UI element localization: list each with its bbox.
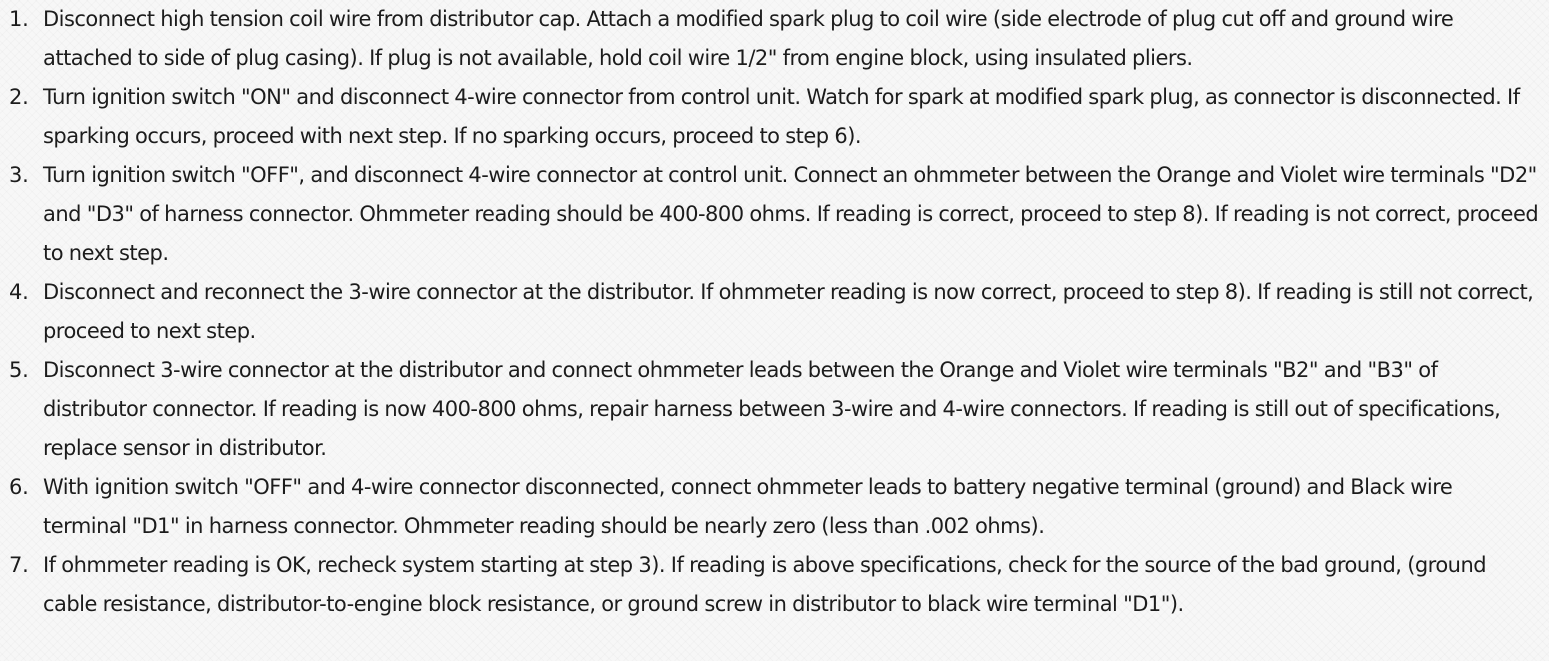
step-text: Turn ignition switch "OFF", and disconnect 4-wire connector at control unit. Connect an ohmmeter between the Orange and Violet wire terminals "D2" and "D3" of harness connector. Ohmmeter reading should be 400-800 ohms. If reading is correct, proceed to step 8). If reading is not correct, proceed to next step. xyxy=(43,163,1539,265)
step-text: With ignition switch "OFF" and 4-wire connector disconnected, connect ohmmeter leads to battery negative terminal (ground) and Black wire terminal "D1" in harness connector. Ohmmeter reading should be nearly zero (less than .002 ohms). xyxy=(43,475,1453,538)
step-number: 4. xyxy=(9,280,29,304)
step-text: Turn ignition switch "ON" and disconnect 4-wire connector from control unit. Watch for spark at modified spark plug, as connector is disconnected. If sparking occurs, proceed with next step. If no sparking occurs, proceed to step 6). xyxy=(43,85,1520,148)
step-number: 5. xyxy=(9,358,29,382)
step-number: 2. xyxy=(9,85,29,109)
step-number: 6. xyxy=(9,475,29,499)
step-text: If ohmmeter reading is OK, recheck system starting at step 3). If reading is above specifications, check for the source of the bad ground, (ground cable resistance, distributor-to-engine block resistance, or ground screw in distributor to black wire terminal "D1"). xyxy=(43,553,1487,616)
procedure-step xyxy=(0,156,1540,273)
procedure-step xyxy=(0,546,1540,624)
step-text: Disconnect high tension coil wire from distributor cap. Attach a modified spark plug to coil wire (side electrode of plug cut off and ground wire attached to side of plug casing). If plug is not available, hold coil wire 1/2" from engine block, using insulated pliers. xyxy=(43,7,1454,70)
step-text: Disconnect and reconnect the 3-wire connector at the distributor. If ohmmeter reading is now correct, proceed to step 8). If reading is still not correct, proceed to next step. xyxy=(43,280,1534,343)
step-number: 3. xyxy=(9,163,29,187)
step-number: 7. xyxy=(9,553,29,577)
procedure-step xyxy=(0,273,1540,351)
procedure-step xyxy=(0,0,1540,78)
procedure-step xyxy=(0,351,1540,468)
step-text: Disconnect 3-wire connector at the distributor and connect ohmmeter leads between the Orange and Violet wire terminals "B2" and "B3" of distributor connector. If reading is now 400-800 ohms, repair harness between 3-wire and 4-wire connectors. If reading is still out of specifications, replace sensor in distributor. xyxy=(43,358,1501,460)
procedure-step xyxy=(0,468,1540,546)
procedure-step xyxy=(0,78,1540,156)
step-number: 1. xyxy=(9,7,29,31)
